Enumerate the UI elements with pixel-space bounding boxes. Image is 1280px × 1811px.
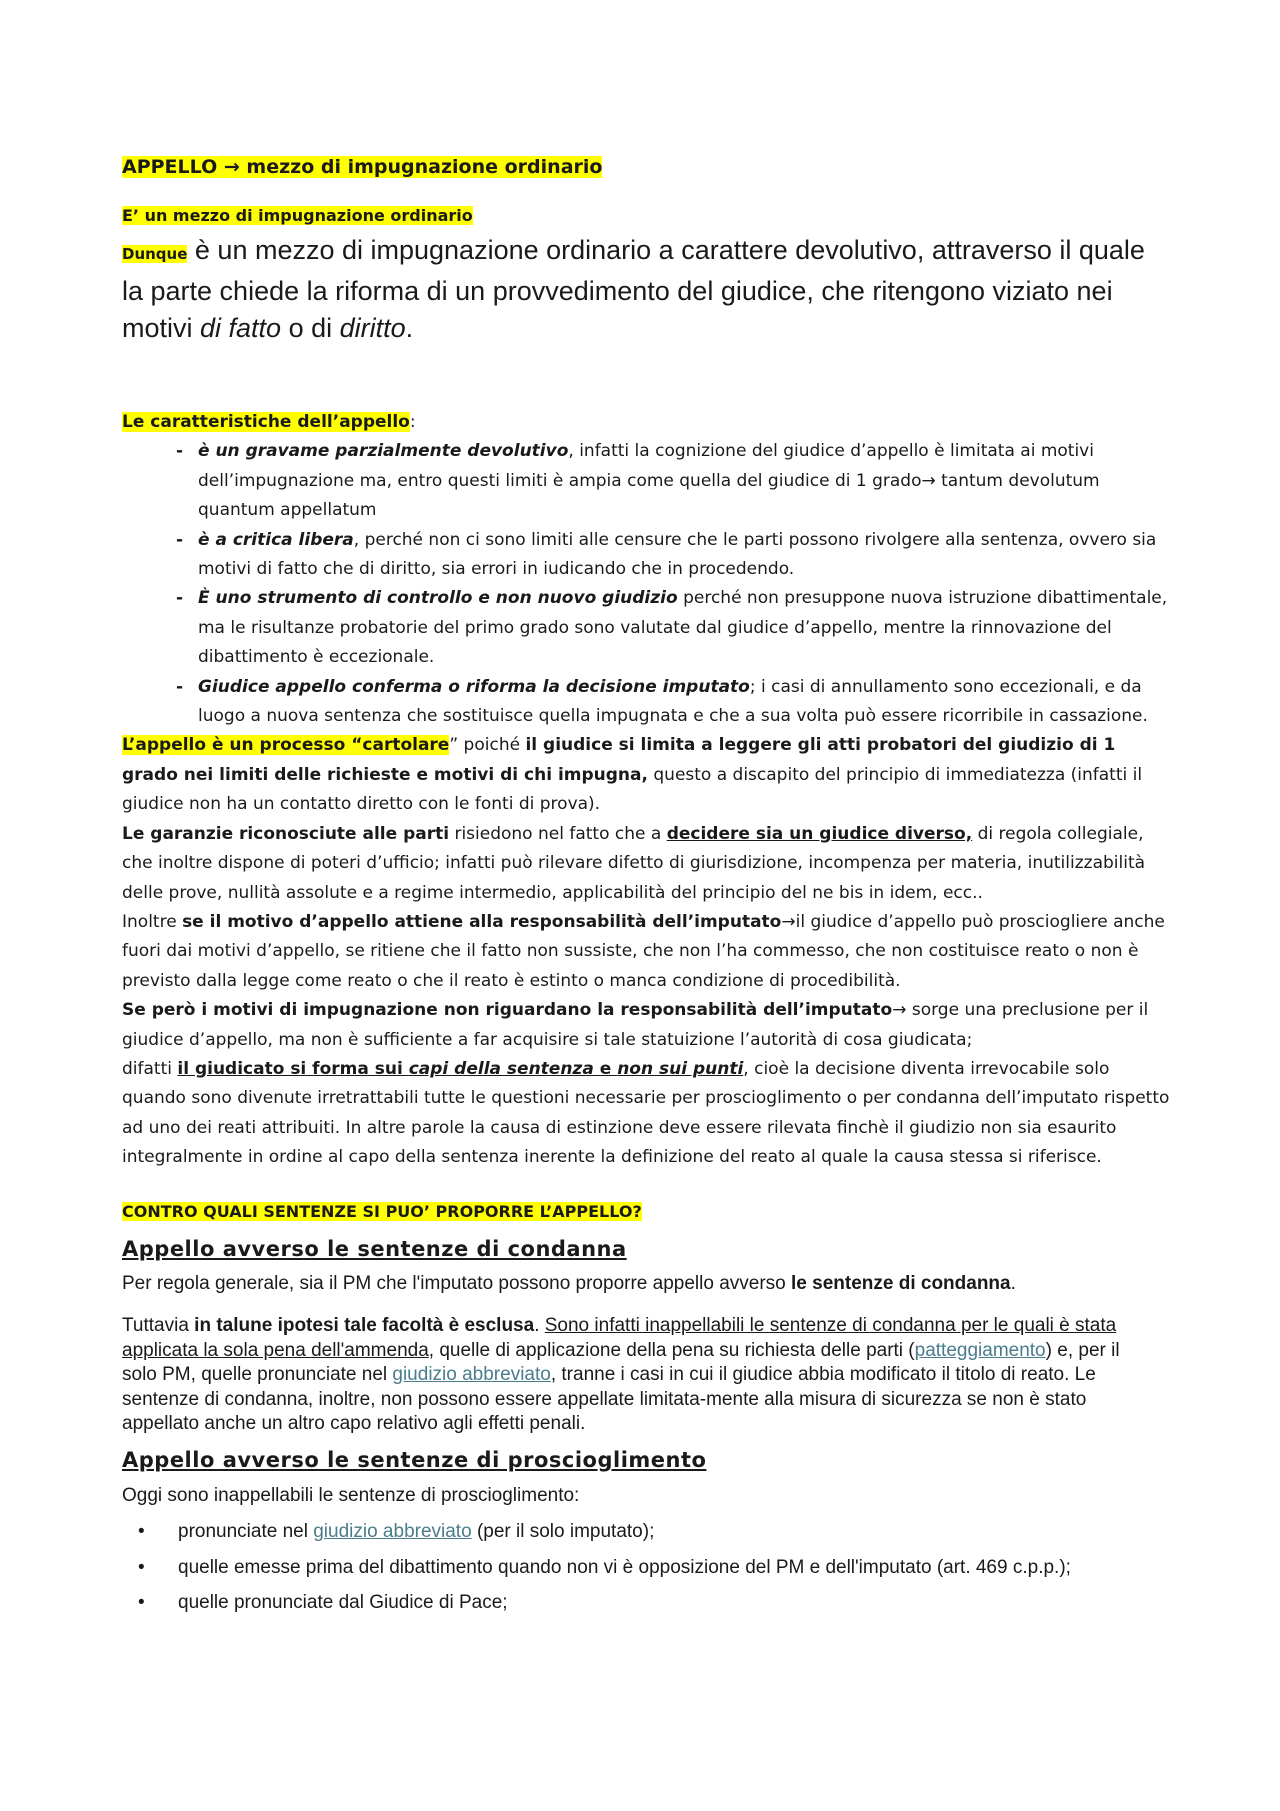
link-patteggiamento[interactable]: patteggiamento — [914, 1339, 1046, 1361]
intro-paragraph: Dunque è un mezzo di impugnazione ordinario a carattere devolutivo, attraverso il quale la parte chiede la riforma di un provvedimento del giudice, che ritengono viziato nei motivi di fatto o di diritto. — [122, 235, 1145, 343]
document-title: APPELLO → mezzo di impugnazione ordinario — [122, 156, 603, 178]
list-item: - è un gravame parzialmente devolutivo, infatti la cognizione del giudice d’appello è limitata ai motivi dell’impugnazione ma, entro questi limiti è ampia come quella del giudice di 1 grado→ tantum devolutum quantum appellatum — [176, 441, 1100, 521]
list-item: - È uno strumento di controllo e non nuovo giudizio perché non presuppone nuova istruzione dibattimentale, ma le risultanze probatorie del primo grado sono valutate dal giudice d’appello, mentre la rinnovazione del dibattimento è eccezionale. — [176, 588, 1168, 668]
list-item: • quelle pronunciate dal Giudice di Pace; — [138, 1591, 1158, 1616]
section-title: CONTRO QUALI SENTENZE SI PUO’ PROPORRE L’APPELLO? — [122, 1202, 642, 1221]
bullet-icon: • — [138, 1592, 145, 1614]
preclusione-paragraph: Se però i motivi di impugnazione non riguardano la responsabilità dell’imputato→ sorge una preclusione per il giudice d’appello, ma non è sufficiente a far acquisire si tale statuizione l’autorità di cosa giudicata; — [122, 1000, 1149, 1050]
proscioglimento-list — [138, 1520, 1158, 1627]
characteristics-heading: Le caratteristiche dell’appello: — [122, 412, 416, 432]
garanzie-paragraph: Le garanzie riconosciute alle parti risiedono nel fatto che a decidere sia un giudice diverso, di regola collegiale, che inoltre dispone di poteri d’ufficio; infatti può rilevare difetto di giurisdizione, incompenza per materia, inutilizzabilità delle prove, nullità assolute e a regime intermedio, applicabilità del principio del ne bis in idem, ecc.. — [122, 823, 1146, 903]
intro-lead: Dunque — [122, 245, 188, 263]
list-item: - Giudice appello conferma o riforma la decisione imputato; i casi di annullamento sono eccezionali, e da luogo a nuova sentenza che sostituisce quella impugnata e che a sua volta può essere ricorribile in cassazione. — [176, 676, 1148, 727]
list-item: • pronunciate nel giudizio abbreviato (per il solo imputato); — [138, 1520, 1158, 1545]
arrow-right-icon: → — [892, 1000, 907, 1021]
proscioglimento-intro: Oggi sono inappellabili le sentenze di proscioglimento: — [122, 1485, 580, 1506]
link-giudizio-abbreviato[interactable]: giudizio abbreviato — [392, 1364, 551, 1386]
arrow-right-icon: → — [921, 470, 936, 491]
arrow-right-icon: → — [223, 156, 240, 178]
cartolare-paragraph: L’appello è un processo “cartolare” poiché il giudice si limita a leggere gli atti probatori del giudizio di 1 grado nei limiti delle richieste e motivi di chi impugna, questo a discapito del principio di immediatezza (infatti il giudice non ha un contatto diretto con le fonti di prova). — [122, 735, 1143, 815]
arrow-right-icon: → — [781, 911, 796, 932]
condanna-paragraph-2: Tuttavia in talune ipotesi tale facoltà è esclusa. Sono infatti inappellabili le sentenze di condanna per le quali è stata applicata la sola pena dell'ammenda, quelle di applicazione della pena su richiesta delle parti (patteggiamento) e, per il solo PM, quelle pronunciate nel giudizio abbreviato, tranne i casi in cui il giudice abbia modificato il titolo di reato. Le sentenze di condanna, inoltre, non possono essere appellate limitata-mente alla misura di sicurezza se non è stato appellato anche un altro capo relativo agli effetti penali. — [122, 1315, 1120, 1435]
bullet-icon: • — [138, 1521, 145, 1542]
heading-condanna: Appello avverso le sentenze di condanna — [122, 1237, 627, 1261]
list-item: - è a critica libera, perché non ci sono limiti alle censure che le parti possono rivolgere alla sentenza, ovvero sia motivi di fatto che di diritto, sia errori in iudicando che in procedendo. — [176, 529, 1157, 580]
inoltre-paragraph: Inoltre se il motivo d’appello attiene alla responsabilità dell’imputato→il giudice d’appello può prosciogliere anche fuori dai motivi d’appello, se ritiene che il fatto non sussiste, che non l’ha commesso, che non costituisce reato o non è previsto dalla legge come reato o che il reato è estinto o manca condizione di procedibilità. — [122, 911, 1165, 991]
giudicato-paragraph: difatti il giudicato si forma sui capi della sentenza e non sui punti, cioè la decisione diventa irrevocabile solo quando sono divenute irretrattabili tutte le questioni necessarie per proscioglimento o per condanna dell’imputato rispetto ad uno dei reati attribuiti. In altre parole la causa di estinzione deve essere rilevata finchè il giudizio non sia esaurito integralmente in ordine al capo della sentenza inerente la definizione del reato al quale la causa stessa si riferisce. — [122, 1058, 1170, 1168]
condanna-paragraph-1: Per regola generale, sia il PM che l'imputato possono proporre appello avverso le sentenze di condanna. — [122, 1273, 1016, 1294]
bullet-icon: • — [138, 1556, 145, 1578]
list-item: • quelle emesse prima del dibattimento quando non vi è opposizione del PM e dell'imputato (art. 469 c.p.p.); — [138, 1556, 1158, 1581]
link-giudizio-abbreviato[interactable]: giudizio abbreviato — [313, 1521, 472, 1542]
heading-proscioglimento: Appello avverso le sentenze di proscioglimento — [122, 1448, 707, 1472]
characteristics-block — [122, 408, 1172, 1173]
subtitle: E’ un mezzo di impugnazione ordinario — [122, 206, 473, 225]
